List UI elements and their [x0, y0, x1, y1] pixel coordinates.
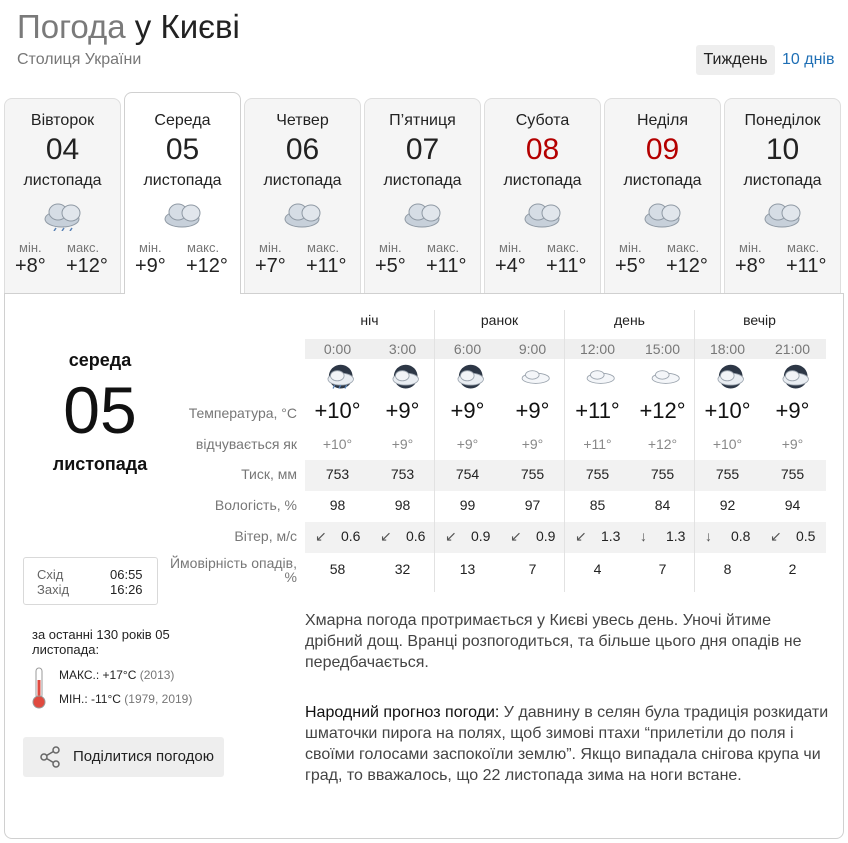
cloud-icon — [282, 199, 326, 235]
day-tab-month: листопада — [383, 172, 462, 189]
hour-wind-speed: 0.5 — [796, 528, 816, 544]
hour-time: 9:00 — [518, 341, 547, 357]
hour-precip: 58 — [329, 561, 346, 577]
hour-wind — [760, 528, 825, 548]
day-tab-name: Понеділок — [744, 112, 821, 129]
hour-humidity: 98 — [394, 497, 411, 513]
hour-feels-like: +9° — [456, 436, 479, 452]
weather-description: Хмарна погода протримається у Києві увесь день. Уночі йтиме дрібний дощ. Вранці розпогодиться, та більше цього дня опадів не передбачається. — [305, 612, 802, 671]
day-tab-min-temp: +5° — [375, 255, 406, 277]
day-tab-max-label: макс. — [787, 240, 820, 255]
day-tab-month: листопада — [143, 172, 222, 189]
wind-direction-icon: ↙ — [510, 528, 522, 544]
hour-precip: 8 — [723, 561, 732, 577]
period-label: ніч — [360, 312, 379, 328]
hour-precip: 4 — [593, 561, 602, 577]
hour-temperature: +9° — [450, 398, 485, 423]
humidity-row-label: Вологість, % — [214, 497, 297, 513]
history-title: за останні 130 років 05 листопада: — [32, 627, 170, 657]
share-weather-label: Поділитися погодою — [73, 748, 215, 765]
sunset-label: Захід — [37, 582, 70, 597]
day-tab-number: 05 — [165, 133, 200, 166]
hour-pressure: 755 — [715, 466, 740, 482]
night-cloud-icon — [373, 363, 438, 395]
hour-wind-speed: 0.6 — [341, 528, 361, 544]
pressure-row-label: Тиск, мм — [241, 466, 297, 482]
hour-precip: 7 — [528, 561, 537, 577]
hour-wind-speed: 0.8 — [731, 528, 751, 544]
hour-time: 12:00 — [579, 341, 616, 357]
hour-feels-like: +9° — [521, 436, 544, 452]
page-subtitle: Столиця України — [17, 51, 142, 68]
day-detail-panel — [4, 293, 844, 839]
hour-temperature: +9° — [775, 398, 810, 423]
hour-time: 15:00 — [644, 341, 681, 357]
hour-wind — [435, 528, 500, 548]
day-tab-max-label: макс. — [307, 240, 340, 255]
day-tab-min-label: мін. — [499, 240, 522, 255]
day-tab-min-temp: +8° — [735, 255, 766, 277]
history-max-value: +17°C — [102, 668, 137, 682]
week-button[interactable]: Тиждень — [696, 45, 775, 75]
hour-temperature: +11° — [575, 398, 620, 423]
day-tab-number: 09 — [645, 133, 680, 166]
day-tab-06[interactable] — [244, 98, 361, 294]
day-tab-09[interactable] — [604, 98, 721, 294]
day-tab-min-label: мін. — [619, 240, 642, 255]
hour-pressure: 754 — [455, 466, 480, 482]
day-tab-min-label: мін. — [739, 240, 762, 255]
day-tab-max-temp: +11° — [786, 255, 827, 277]
day-tab-04[interactable] — [4, 98, 121, 294]
hour-time: 0:00 — [323, 341, 352, 357]
detail-day-name: середа — [68, 350, 132, 370]
day-tab-05[interactable] — [124, 92, 241, 294]
hour-wind — [695, 528, 760, 548]
hour-pressure: 755 — [520, 466, 545, 482]
hour-feels-like: +9° — [391, 436, 414, 452]
hour-wind-speed: 0.9 — [471, 528, 491, 544]
cloud-rain-icon — [42, 199, 86, 235]
day-tab-max-temp: +12° — [186, 255, 228, 277]
day-tab-month: листопада — [503, 172, 582, 189]
hour-pressure: 753 — [325, 466, 350, 482]
day-tab-name: Субота — [515, 112, 570, 129]
hour-temperature: +9° — [515, 398, 550, 423]
sun-times-box — [23, 557, 158, 605]
thermometer-icon — [31, 666, 47, 710]
hour-wind-speed: 0.6 — [406, 528, 426, 544]
day-tab-max-temp: +11° — [426, 255, 467, 277]
wind-direction-icon: ↙ — [315, 528, 327, 544]
hour-temperature: +12° — [639, 398, 686, 423]
day-tab-max-label: макс. — [67, 240, 100, 255]
day-tab-max-label: макс. — [187, 240, 220, 255]
folk-forecast-text: У давнину в селян була традиція розкидати шматочки пирога на полях, щоб зимові птахи “прилетіли до поля і своїми голосами заспокоїли землю”. Якщо випадала снігова крупа чи град, то вважалось, що 22 листопада зима на ноги встане. — [305, 704, 829, 784]
hour-wind — [370, 528, 435, 548]
hour-feels-like: +10° — [322, 436, 353, 452]
day-tab-08[interactable] — [484, 98, 601, 294]
wind-direction-icon: ↙ — [380, 528, 392, 544]
day-tab-max-label: макс. — [547, 240, 580, 255]
day-tab-min-label: мін. — [379, 240, 402, 255]
page-title-prefix: Погода — [17, 8, 126, 45]
day-tab-name: Четвер — [276, 112, 329, 129]
day-tab-min-temp: +8° — [15, 255, 46, 277]
share-icon — [38, 745, 62, 769]
temperature-row-label: Температура, °C — [188, 405, 297, 421]
wind-direction-icon: ↙ — [445, 528, 457, 544]
hour-temperature: +10° — [704, 398, 751, 423]
history-max-label: МАКС.: — [59, 668, 100, 682]
history-min-label: МІН.: — [59, 692, 88, 706]
hour-humidity: 94 — [784, 497, 801, 513]
cloud-icon — [762, 199, 806, 235]
hour-precip: 32 — [394, 561, 411, 577]
hour-wind-speed: 0.9 — [536, 528, 556, 544]
hour-humidity: 84 — [654, 497, 671, 513]
wind-direction-icon: ↙ — [575, 528, 587, 544]
wind-direction-icon: ↓ — [640, 528, 647, 544]
hour-time: 6:00 — [453, 341, 482, 357]
day-tab-name: П’ятниця — [389, 112, 456, 129]
hour-wind — [630, 528, 695, 548]
day-tab-max-temp: +11° — [546, 255, 587, 277]
light-cloud-icon — [633, 363, 698, 395]
detail-day-number: 05 — [63, 373, 137, 447]
light-cloud-icon — [568, 363, 633, 395]
hour-time: 21:00 — [774, 341, 811, 357]
cloud-icon — [402, 199, 446, 235]
day-tab-max-temp: +12° — [66, 255, 108, 277]
cloud-icon — [642, 199, 686, 235]
history-min — [59, 692, 192, 706]
history-min-value: -11°C — [91, 692, 121, 706]
night-cloud-icon — [763, 363, 828, 395]
hour-humidity: 97 — [524, 497, 541, 513]
hour-precip: 13 — [459, 561, 476, 577]
sunset-time: 16:26 — [110, 582, 143, 597]
hour-precip: 2 — [788, 561, 797, 577]
hour-feels-like: +10° — [712, 436, 743, 452]
day-tab-max-label: макс. — [667, 240, 700, 255]
feels-like-row-wrap — [155, 436, 297, 452]
hour-time: 18:00 — [709, 341, 746, 357]
history-max-years: (2013) — [139, 668, 175, 682]
day-tab-10[interactable] — [724, 98, 841, 294]
day-tab-month: листопада — [743, 172, 822, 189]
page-title-city: у Києві — [134, 8, 240, 45]
hour-wind — [565, 528, 630, 548]
hour-temperature: +9° — [385, 398, 420, 423]
period-label: вечір — [743, 312, 776, 328]
hour-wind-speed: 1.3 — [601, 528, 621, 544]
hour-time: 3:00 — [388, 341, 417, 357]
day-tab-max-label: макс. — [427, 240, 460, 255]
hour-wind-speed: 1.3 — [666, 528, 686, 544]
day-tab-number: 07 — [405, 133, 440, 166]
period-label: ранок — [480, 312, 519, 328]
hour-pressure: 755 — [585, 466, 610, 482]
cloud-icon — [522, 199, 566, 235]
hour-pressure: 755 — [780, 466, 805, 482]
day-tabs — [4, 98, 844, 294]
folk-forecast — [305, 702, 833, 786]
hour-temperature: +10° — [314, 398, 361, 423]
hour-feels-like: +11° — [583, 436, 612, 452]
hour-humidity: 92 — [719, 497, 736, 513]
sunrise-label: Схід — [37, 567, 64, 582]
hour-wind — [305, 528, 370, 548]
hour-humidity: 98 — [329, 497, 346, 513]
detail-month: листопада — [52, 454, 148, 474]
hour-feels-like: +9° — [781, 436, 804, 452]
day-tab-number: 04 — [45, 133, 80, 166]
hour-feels-like: +12° — [647, 436, 678, 452]
wind-direction-icon: ↓ — [705, 528, 712, 544]
night-cloud-rain-icon — [308, 363, 373, 395]
day-tab-number: 06 — [285, 133, 320, 166]
hour-pressure: 755 — [650, 466, 675, 482]
day-tab-max-temp: +11° — [306, 255, 347, 277]
hour-precip: 7 — [658, 561, 667, 577]
cloud-icon — [162, 199, 206, 235]
night-cloud-icon — [698, 363, 763, 395]
folk-forecast-title: Народний прогноз погоди: — [305, 704, 500, 721]
day-tab-min-temp: +9° — [135, 255, 166, 277]
day-tab-month: листопада — [263, 172, 342, 189]
light-cloud-icon — [503, 363, 568, 395]
day-tab-number: 10 — [765, 133, 800, 166]
ten-days-link[interactable]: 10 днів — [782, 51, 835, 68]
day-tab-min-temp: +4° — [495, 255, 526, 277]
history-min-years: (1979, 2019) — [124, 692, 193, 706]
hour-pressure: 753 — [390, 466, 415, 482]
day-tab-month: листопада — [23, 172, 102, 189]
period-label: день — [614, 312, 645, 328]
day-tab-max-temp: +12° — [666, 255, 708, 277]
day-tab-name: Неділя — [637, 112, 688, 129]
day-tab-number: 08 — [525, 133, 560, 166]
day-tab-name: Вівторок — [30, 112, 95, 129]
hour-humidity: 99 — [459, 497, 476, 513]
precip-row-label: Ймовірність опадів, % — [169, 555, 297, 585]
page-title — [17, 8, 240, 46]
sunrise-time: 06:55 — [110, 567, 143, 582]
day-tab-min-label: мін. — [259, 240, 282, 255]
wind-row-label: Вітер, м/с — [234, 528, 297, 544]
day-tab-min-label: мін. — [139, 240, 162, 255]
feels-like-row-label[interactable]: відчувається як — [195, 436, 297, 452]
history-max — [59, 668, 174, 682]
day-tab-min-label: мін. — [19, 240, 42, 255]
night-cloud-icon — [438, 363, 503, 395]
share-weather-button[interactable] — [23, 737, 224, 777]
day-tab-month: листопада — [623, 172, 702, 189]
wind-direction-icon: ↙ — [770, 528, 782, 544]
day-tab-07[interactable] — [364, 98, 481, 294]
hour-wind — [500, 528, 565, 548]
day-tab-min-temp: +5° — [615, 255, 646, 277]
hour-humidity: 85 — [589, 497, 606, 513]
day-tab-min-temp: +7° — [255, 255, 286, 277]
day-tab-name: Середа — [154, 112, 211, 129]
